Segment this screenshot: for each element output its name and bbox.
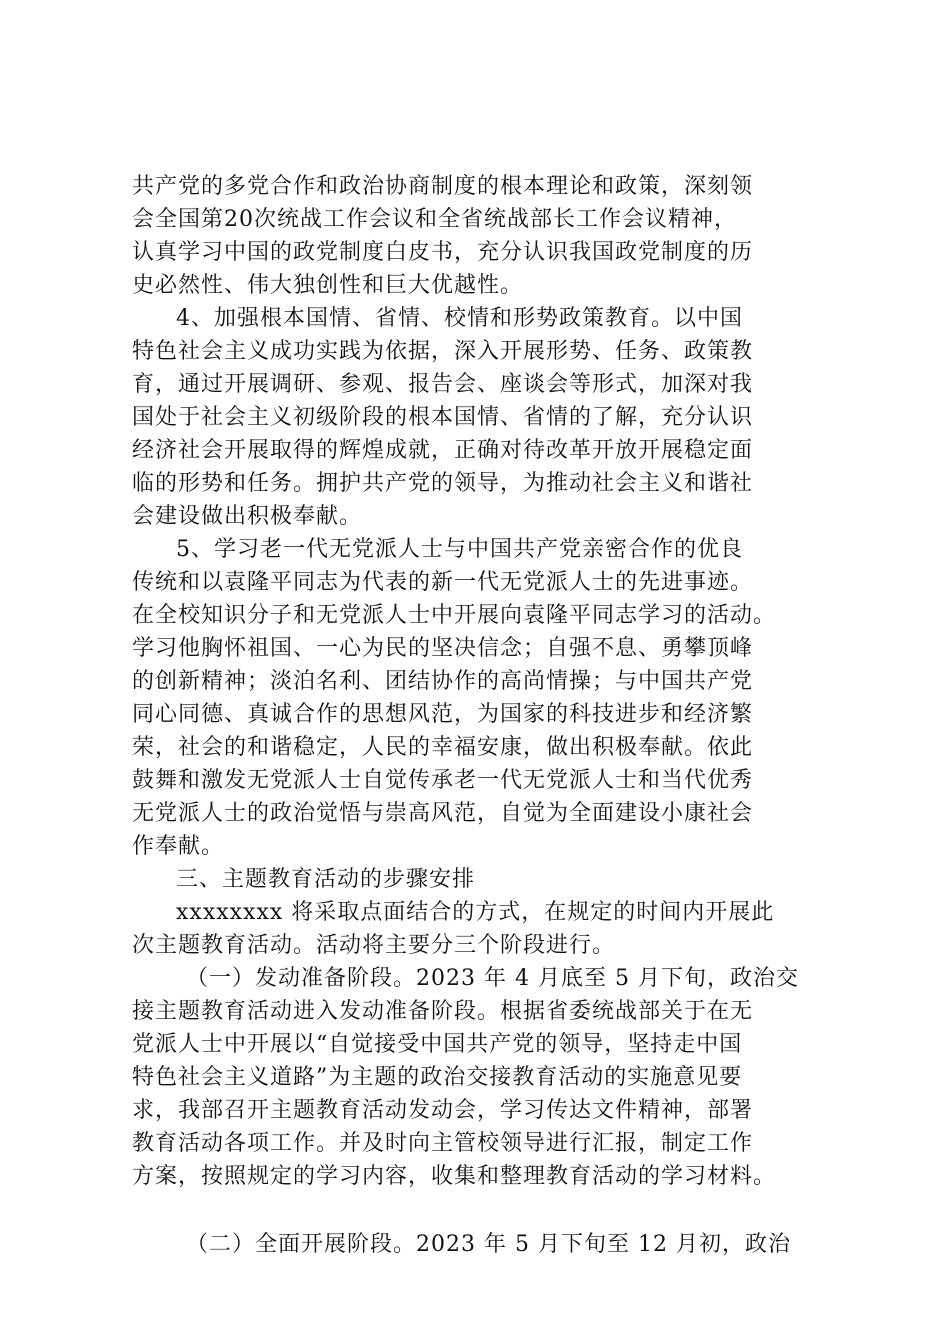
text-line: 的创新精神；淡泊名利、团结协作的高尚情操；与中国共产党 <box>132 669 754 694</box>
text-line: 会建设做出积极奉献。 <box>132 504 363 529</box>
text-line: 特色社会主义道路”为主题的政治交接教育活动的实施意见要 <box>132 1065 743 1090</box>
text-line: 鼓舞和激发无党派人士自觉传承老一代无党派人士和当代优秀 <box>132 768 754 793</box>
text-line: 国处于社会主义初级阶段的根本国情、省情的了解，充分认识 <box>132 405 754 430</box>
stage-2-start: （二）全面开展阶段。2023 年 5 月下旬至 12 月初，政治 <box>186 1232 791 1257</box>
text-line: 学习他胸怀祖国、一心为民的坚决信念；自强不息、勇攀顶峰 <box>132 636 754 661</box>
paragraph-4-start: 4、加强根本国情、省情、校情和形势政策教育。以中国 <box>176 306 743 331</box>
text-line: 传统和以袁隆平同志为代表的新一代无党派人士的先进事迹。 <box>132 570 754 595</box>
text-line: 育，通过开展调研、参观、报告会、座谈会等形式，加深对我 <box>132 372 754 397</box>
paragraph-start: xxxxxxxx 将采取点面结合的方式，在规定的时间内开展此 <box>176 900 775 925</box>
text-line: 无党派人士的政治觉悟与崇高风范，自觉为全面建设小康社会 <box>132 801 754 826</box>
text-line: 会全国第20次统战工作会议和全省统战部长工作会议精神， <box>132 207 737 232</box>
text-line: 史必然性、伟大独创性和巨大优越性。 <box>132 273 524 298</box>
text-line: 次主题教育活动。活动将主要分三个阶段进行。 <box>132 933 616 958</box>
text-line: 教育活动各项工作。并及时向主管校领导进行汇报，制定工作 <box>132 1131 754 1156</box>
text-line: 求，我部召开主题教育活动发动会，学习传达文件精神，部署 <box>132 1098 754 1123</box>
text-line: 同心同德、真诚合作的思想风范，为国家的科技进步和经济繁 <box>132 702 754 727</box>
text-line: 接主题教育活动进入发动准备阶段。根据省委统战部关于在无 <box>132 999 754 1024</box>
text-line: 党派人士中开展以“自觉接受中国共产党的领导，坚持走中国 <box>132 1032 743 1057</box>
section-heading: 三、主题教育活动的步骤安排 <box>176 867 476 892</box>
text-line: 认真学习中国的政党制度白皮书，充分认识我国政党制度的历 <box>132 240 754 265</box>
stage-1-start: （一）发动准备阶段。2023 年 4 月底至 5 月下旬，政治交 <box>186 966 799 991</box>
text-line: 方案，按照规定的学习内容，收集和整理教育活动的学习材料。 <box>132 1164 777 1189</box>
text-line: 特色社会主义成功实践为依据，深入开展形势、任务、政策教 <box>132 339 754 364</box>
text-line: 荣，社会的和谐稳定，人民的幸福安康，做出积极奉献。依此 <box>132 735 754 760</box>
text-line: 共产党的多党合作和政治协商制度的根本理论和政策，深刻领 <box>132 174 754 199</box>
paragraph-5-start: 5、学习老一代无党派人士与中国共产党亲密合作的优良 <box>176 537 743 562</box>
text-line: 经济社会开展取得的辉煌成就，正确对待改革开放开展稳定面 <box>132 438 754 463</box>
text-line: 在全校知识分子和无党派人士中开展向袁隆平同志学习的活动。 <box>132 603 777 628</box>
text-line: 临的形势和任务。拥护共产党的领导，为推动社会主义和谐社 <box>132 471 754 496</box>
text-line: 作奉献。 <box>132 834 225 859</box>
